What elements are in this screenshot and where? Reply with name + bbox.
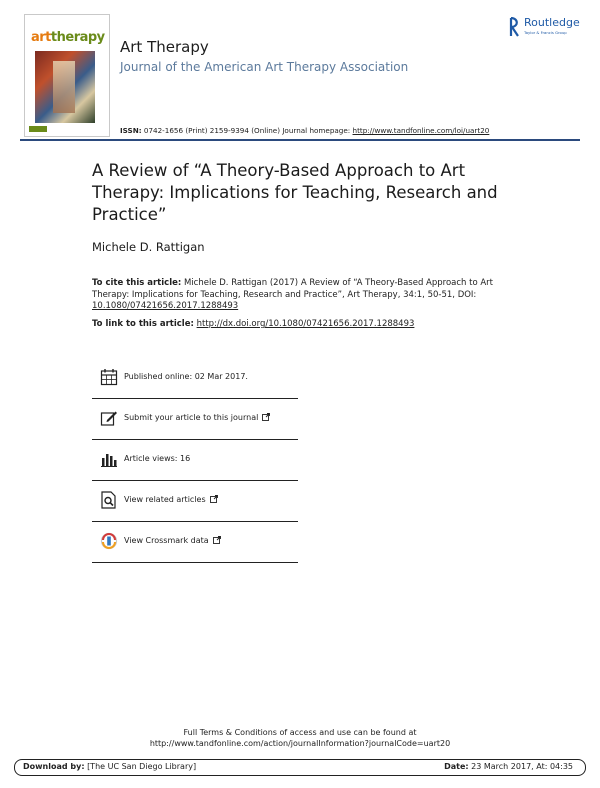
article-doi-link[interactable]: http://dx.doi.org/10.1080/07421656.2017.1288493: [196, 319, 415, 329]
external-link-icon: [262, 413, 270, 421]
list-item-crossmark[interactable]: [92, 522, 298, 563]
list-item-views: [92, 440, 298, 481]
article-views: Article views: 16: [124, 454, 191, 463]
published-date: Published online: 02 Mar 2017.: [124, 372, 248, 381]
crossmark-icon: [100, 532, 118, 550]
journal-title: Art Therapy: [120, 38, 209, 56]
bar-chart-icon: [100, 450, 118, 468]
article-link-line: [92, 319, 414, 329]
external-link-icon: [210, 495, 218, 503]
external-link-icon: [213, 536, 221, 544]
list-item-submit[interactable]: [92, 399, 298, 440]
list-item-related[interactable]: [92, 481, 298, 522]
cover-masthead: arttherapy: [31, 30, 105, 45]
journal-homepage-link[interactable]: http://www.tandfonline.com/loi/uart20: [352, 126, 490, 135]
downloaded-by: Download by: [The UC San Diego Library]: [23, 762, 197, 771]
issn-text: 0742-1656 (Print) 2159-9394 (Online) Journal homepage:: [143, 126, 351, 135]
journal-cover-image: [24, 14, 110, 137]
submit-pencil-icon: [100, 409, 118, 427]
cite-doi-link[interactable]: 10.1080/07421656.2017.1288493: [92, 301, 239, 311]
crossmark-link[interactable]: View Crossmark data: [124, 536, 221, 545]
citation-block: [92, 278, 512, 313]
publisher-logo: [509, 16, 589, 40]
publisher-tagline: Taylor & Francis Group: [524, 30, 567, 35]
issn-line: [120, 126, 489, 135]
terms-line: Full Terms & Conditions of access and use can be found at: [183, 728, 417, 737]
routledge-logo-icon: [509, 17, 520, 37]
calendar-icon: [100, 368, 118, 386]
list-divider: [92, 562, 298, 563]
publisher-name: Routledge: [524, 16, 580, 29]
related-articles-link[interactable]: View related articles: [124, 495, 218, 504]
cite-label: To cite this article:: [92, 278, 182, 288]
article-title: A Review of “A Theory-Based Approach to Art Therapy: Implications for Teaching, Research and Practice”: [92, 161, 498, 224]
terms-notice: [0, 727, 600, 749]
download-info-bar: [14, 759, 586, 776]
journal-subtitle: Journal of the American Art Therapy Association: [120, 60, 409, 74]
download-date: Date: 23 March 2017, At: 04:35: [444, 762, 573, 771]
submit-article-link[interactable]: Submit your article to this journal: [124, 413, 270, 422]
list-item-published: [92, 358, 298, 399]
cite-text: Michele D. Rattigan (2017) A Review of “A Theory-Based Approach to Art Therapy: Implications for Teaching, Research and Practice”, Art Therapy, 34:1, 50-51, DOI:: [92, 278, 493, 300]
link-label: To link to this article:: [92, 319, 194, 329]
search-document-icon: [100, 491, 118, 509]
header-divider: [20, 139, 580, 141]
issn-label: ISSN:: [120, 126, 142, 135]
terms-url[interactable]: http://www.tandfonline.com/action/journalInformation?journalCode=uart20: [149, 739, 451, 748]
article-author: Michele D. Rattigan: [92, 240, 205, 254]
